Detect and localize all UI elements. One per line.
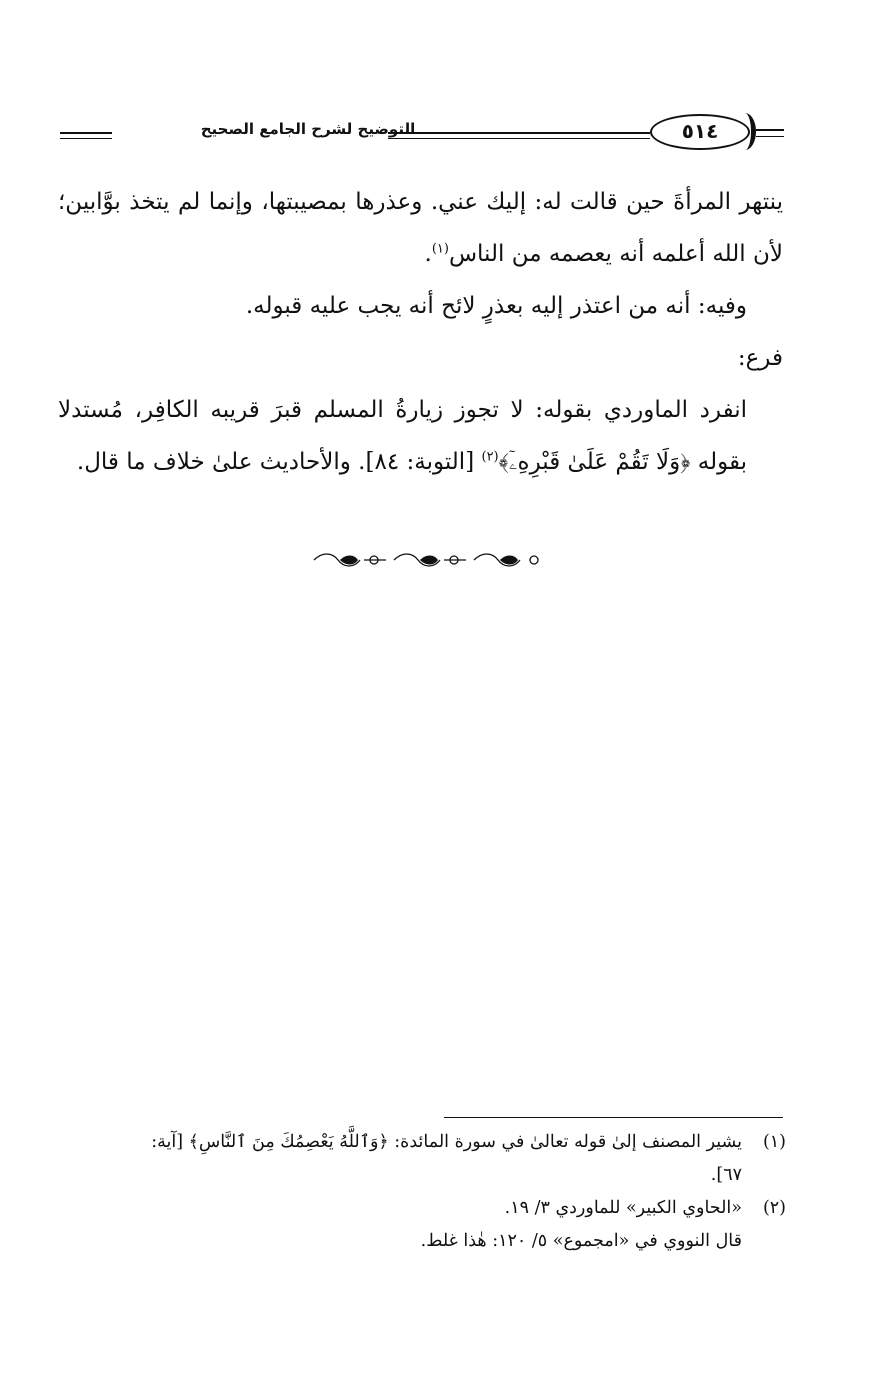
- paragraph-4: [58, 384, 783, 488]
- paragraph-1-end: .: [424, 241, 432, 267]
- page-header: [60, 112, 784, 158]
- running-title: التوضيح لشرح الجامع الصحيح: [200, 120, 416, 138]
- paragraph-4-text-a: انفرد الماوردي بقوله: لا تجوز زيارةُ المسلم قبرَ قريبه الكافِر، مُستدلا بقوله ﴿وَلَا تَقُمْ عَلَىٰ قَبْرِهِۦٓ﴾: [58, 397, 747, 475]
- paragraph-4-text-b: [التوبة: ٨٤]. والأحاديث علىٰ خلاف ما قال.: [76, 449, 482, 475]
- page-number-badge: ٥١٤: [650, 114, 750, 150]
- header-rule-right-bottom: [756, 136, 784, 137]
- footnote-1-line-1: يشير المصنف إلىٰ قوله تعالىٰ في سورة المائدة: ﴿وَٱللَّهُ يَعْصِمُكَ مِنَ ٱلنَّاسِ﴾ [آية:: [151, 1132, 742, 1152]
- footnote-2-line-1: «الحاوي الكبير» للماوردي ٣/ ١٩.: [504, 1198, 742, 1218]
- header-rule-right-top: [756, 129, 784, 131]
- header-rule-middle-top: [388, 132, 650, 134]
- footnotes: [62, 1126, 786, 1258]
- footnote-1-number: (١): [762, 1132, 786, 1152]
- section-heading-far: فرع:: [737, 345, 783, 371]
- footnote-1: [62, 1126, 786, 1159]
- footnote-ref-2: (٢): [481, 449, 499, 465]
- paragraph-2: وفيه: أنه من اعتذر إليه بعذرٍ لائح أنه يجب عليه قبوله.: [245, 293, 747, 319]
- header-rule-left-bottom: [60, 138, 112, 139]
- main-text: [58, 176, 783, 488]
- footnote-separator: [444, 1117, 783, 1118]
- section-ornament: [310, 548, 542, 572]
- footnote-2-number: (٢): [762, 1198, 786, 1218]
- footnote-2: [62, 1192, 786, 1225]
- header-rule-left-top: [60, 132, 112, 134]
- footnote-ref-1: (١): [431, 241, 449, 257]
- footnote-2-line-2: قال النووي في «امجموع» ٥/ ١٢٠: هٰذا غلط.: [420, 1231, 742, 1251]
- paragraph-1-text: ينتهر المرأةَ حين قالت له: إليك عني. وعذرها بمصيبتها، وإنما لم يتخذ بوَّابين؛ لأن الله أعلمه أنه يعصمه من الناس: [58, 189, 783, 267]
- paragraph-1: [58, 176, 783, 280]
- footnote-1-line-2: ٦٧].: [710, 1165, 742, 1185]
- header-rule-middle-bottom: [388, 138, 650, 139]
